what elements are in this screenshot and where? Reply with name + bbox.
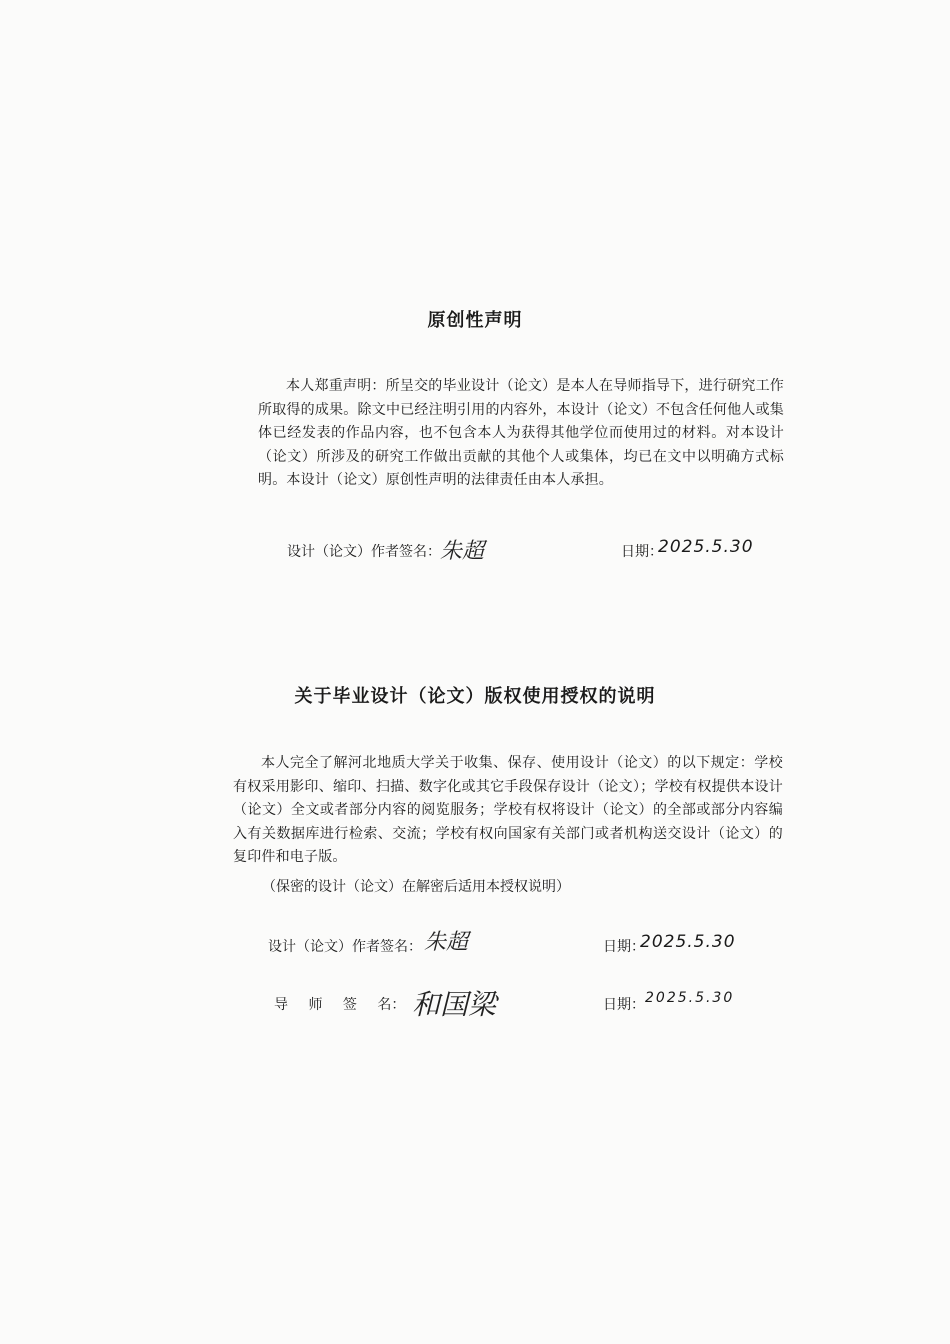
declaration-date-label: 日期： xyxy=(621,544,663,560)
authorization-note: （保密的设计（论文）在解密后适用本授权说明） xyxy=(262,879,570,895)
declaration-date-value: 2025.5.30 xyxy=(658,537,754,557)
authorization-author-signature: 朱超 xyxy=(424,930,469,955)
declaration-body: 本人郑重声明：所呈交的毕业设计（论文）是本人在导师指导下，进行研究工作所取得的成果。除文中已经注明引用的内容外，本设计（论文）不包含任何他人或集体已经发表的作品内容，也不包含本人为获得其他学位而使用过的材料。对本设计（论文）所涉及的研究工作做出贡献的其他个人或集体，均已在文中以明确方式标明。本设计（论文）原创性声明的法律责任由本人承担。 xyxy=(258,378,784,489)
advisor-date-value: 2025.5.30 xyxy=(645,990,735,1006)
authorization-body: 本人完全了解河北地质大学关于收集、保存、使用设计（论文）的以下规定：学校有权采用影印、缩印、扫描、数字化或其它手段保存设计（论文）；学校有权提供本设计（论文）全文或者部分内容的阅览服务；学校有权将设计（论文）的全部或部分内容编入有关数据库进行检索、交流；学校有权向国家有关部门或者机构送交设计（论文）的复印件和电子版。 xyxy=(233,755,783,866)
declaration-title: 原创性声明 xyxy=(427,310,523,331)
authorization-author-label: 设计（论文）作者签名： xyxy=(268,939,422,955)
advisor-label: 导 师 签 名： xyxy=(274,997,406,1013)
declaration-author-signature: 朱超 xyxy=(440,539,485,564)
advisor-date-label: 日期： xyxy=(603,997,645,1013)
authorization-title: 关于毕业设计（论文）版权使用授权的说明 xyxy=(294,686,656,707)
advisor-signature: 和国梁 xyxy=(412,988,497,1021)
authorization-author-date-value: 2025.5.30 xyxy=(640,932,736,952)
declaration-author-label: 设计（论文）作者签名： xyxy=(287,544,441,560)
authorization-author-date-label: 日期： xyxy=(603,939,645,955)
